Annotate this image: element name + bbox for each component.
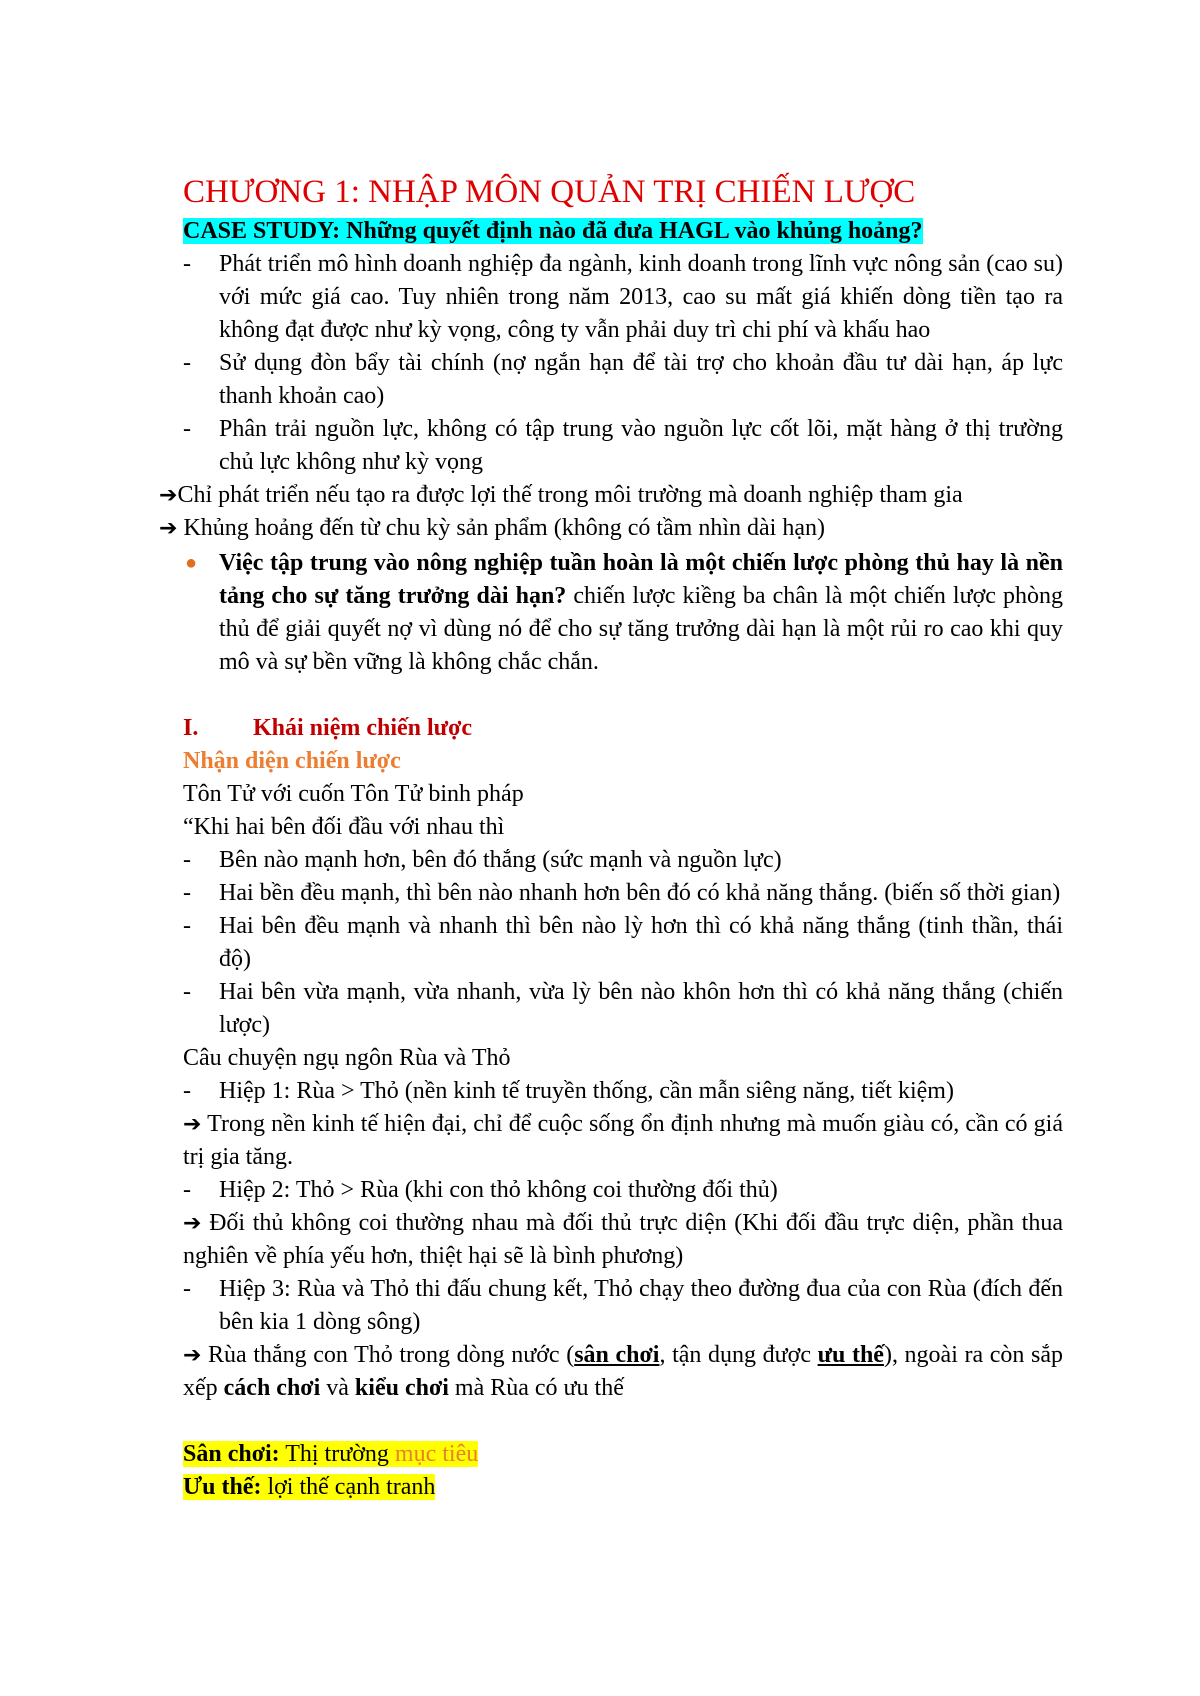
case-study-heading: CASE STUDY: Những quyết định nào đã đưa HAGL vào khủng hoảng? — [183, 218, 923, 244]
arrow-note: ➔ Rùa thắng con Thỏ trong dòng nước (sân chơi, tận dụng được ưu thế), ngoài ra còn sắp xếp cách chơi và kiểu chơi mà Rùa có ưu thế — [183, 1342, 1063, 1401]
question-item — [183, 547, 1063, 679]
dash-marker: - — [183, 913, 191, 939]
question-text: Việc tập trung vào nông nghiệp tuần hoàn là một chiến lược phòng thủ hay là nền tảng cho sự tăng trưởng dài hạn? — [219, 550, 1063, 609]
case-point: Phân trải nguồn lực, không có tập trung vào nguồn lực cốt lõi, mặt hàng ở thị trường chủ lực không như kỳ vọng — [219, 416, 1063, 475]
arrow-right-icon: ➔ — [159, 483, 178, 508]
section-heading — [183, 712, 1063, 745]
definition-line: Ưu thế: lợi thế cạnh tranh — [183, 1474, 436, 1500]
paragraph: Tôn Tử với cuốn Tôn Tử binh pháp — [183, 781, 524, 807]
arrow-note: ➔ Đối thủ không coi thường nhau mà đối thủ trực diện (Khi đối đầu trực diện, phần thua nghiên về phía yếu hơn, thiệt hại sẽ là bình phương) — [183, 1210, 1063, 1269]
arrow-right-icon: ➔ — [183, 1112, 202, 1137]
dash-marker: - — [183, 1078, 191, 1104]
list-item — [183, 248, 1063, 347]
arrow-right-icon: ➔ — [159, 516, 178, 541]
conclusion-text: Khủng hoảng đến từ chu kỳ sản phẩm (không có tầm nhìn dài hạn) — [177, 515, 825, 541]
definition-label: Sân chơi: — [183, 1441, 280, 1467]
dash-marker: - — [183, 1276, 191, 1302]
dash-marker: - — [183, 251, 191, 277]
paragraph: Câu chuyện ngụ ngôn Rùa và Thỏ — [183, 1045, 511, 1071]
list-item: - Hiệp 3: Rùa và Thỏ thi đấu chung kết, Thỏ chạy theo đường đua của con Rùa (đích đến bên kia 1 dòng sông) — [183, 1273, 1063, 1339]
bullet-icon: ● — [185, 552, 198, 574]
arrow-note: ➔ Trong nền kinh tế hiện đại, chỉ để cuộc sống ổn định nhưng mà muốn giàu có, cần có giá trị gia tăng. — [183, 1111, 1063, 1170]
case-study-line — [183, 214, 1063, 248]
dash-marker: - — [183, 847, 191, 873]
case-point: Sử dụng đòn bẩy tài chính (nợ ngắn hạn để tài trợ cho khoản đầu tư dài hạn, áp lực thanh khoản cao) — [219, 350, 1063, 409]
section-title: Khái niệm chiến lược — [253, 715, 473, 741]
list-item: - Hiệp 1: Rùa > Thỏ (nền kinh tế truyền thống, cần mẫn siêng năng, tiết kiệm) — [183, 1075, 1063, 1108]
dash-marker: - — [183, 880, 191, 906]
list-item: - Hiệp 2: Thỏ > Rùa (khi con thỏ không coi thường đối thủ) — [183, 1174, 1063, 1207]
list-item — [183, 413, 1063, 479]
conclusion-text: Chỉ phát triển nếu tạo ra được lợi thế trong môi trường mà doanh nghiệp tham gia — [177, 482, 963, 508]
subheading: Nhận diện chiến lược — [183, 748, 401, 774]
key-term: cách chơi — [223, 1375, 321, 1401]
dash-marker: - — [183, 979, 191, 1005]
definition-accent: mục tiêu — [394, 1441, 479, 1467]
paragraph: “Khi hai bên đối đầu với nhau thì — [183, 814, 505, 840]
conclusion-line — [159, 512, 1063, 545]
section-number: I. — [183, 715, 199, 741]
key-term: sân chơi — [574, 1342, 660, 1368]
dash-marker: - — [183, 350, 191, 376]
definition-line: Sân chơi: Thị trường mục tiêu — [183, 1441, 479, 1467]
key-term: kiểu chơi — [354, 1375, 449, 1401]
dash-marker: - — [183, 416, 191, 442]
answer-text: chiến lược kiềng ba chân là một chiến lược phòng thủ để giải quyết nợ vì dùng nó để cho sự tăng trưởng dài hạn là một rủi ro cao khi quy mô và sự bền vững là không chắc chắn. — [219, 583, 1063, 675]
dash-marker: - — [183, 1177, 191, 1203]
conclusion-line — [159, 479, 1063, 512]
list-item: - Hai bên đều mạnh và nhanh thì bên nào lỳ hơn thì có khả năng thắng (tinh thần, thái độ) — [183, 910, 1063, 976]
case-point: Phát triển mô hình doanh nghiệp đa ngành, kinh doanh trong lĩnh vực nông sản (cao su) với mức giá cao. Tuy nhiên trong năm 2013, cao su mất giá khiến dòng tiền tạo ra không đạt được như kỳ vọng, công ty vẫn phải duy trì chi phí và khấu hao — [219, 251, 1063, 343]
list-item: - Bên nào mạnh hơn, bên đó thắng (sức mạnh và nguồn lực) — [183, 844, 1063, 877]
list-item — [183, 347, 1063, 413]
definition-label: Ưu thế: — [183, 1474, 262, 1500]
list-item: - Hai bền đều mạnh, thì bên nào nhanh hơn bên đó có khả năng thắng. (biến số thời gian) — [183, 877, 1063, 910]
chapter-title: CHƯƠNG 1: NHẬP MÔN QUẢN TRỊ CHIẾN LƯỢC — [183, 174, 916, 210]
list-item: - Hai bên vừa mạnh, vừa nhanh, vừa lỳ bên nào khôn hơn thì có khả năng thắng (chiến lược) — [183, 976, 1063, 1042]
arrow-right-icon: ➔ — [183, 1211, 202, 1236]
key-term: ưu thế — [817, 1342, 884, 1368]
document-page — [159, 170, 1063, 1504]
arrow-right-icon: ➔ — [183, 1343, 202, 1368]
